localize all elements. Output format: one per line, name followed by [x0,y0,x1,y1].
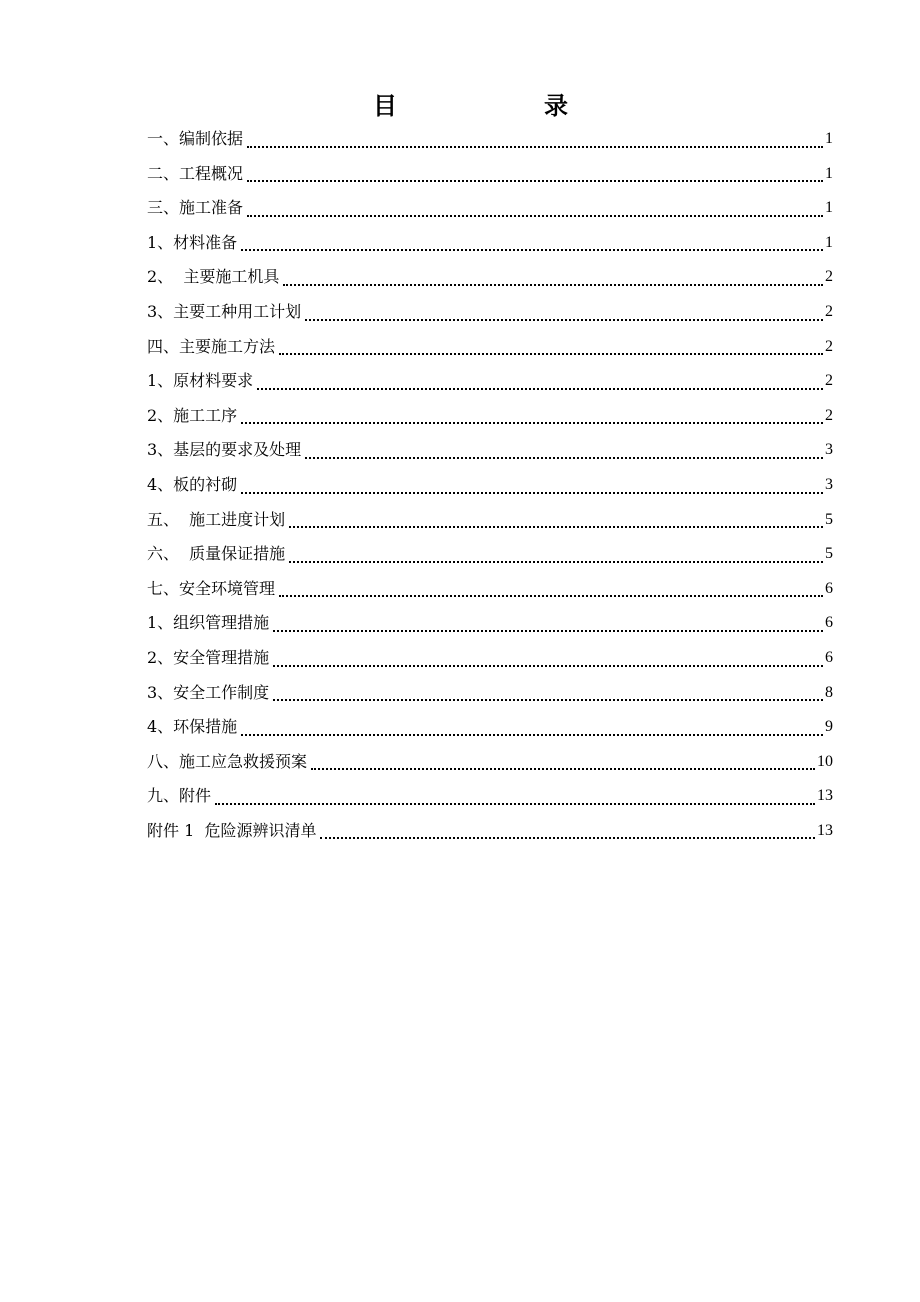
toc-dot-leader [283,283,823,286]
toc-entry[interactable] [147,433,833,468]
toc-entry[interactable] [147,572,833,607]
toc-entry[interactable] [147,295,833,330]
toc-entry[interactable] [147,399,833,434]
toc-entry-page-number: 3 [825,475,833,493]
toc-dot-leader [247,145,823,148]
toc-dot-leader [320,836,815,839]
toc-entry-label: 4、环保措施 [147,717,238,737]
toc-entry-label: 九、附件 [147,786,212,806]
toc-entry[interactable] [147,260,833,295]
toc-entry-page-number: 1 [825,233,833,251]
toc-entry-page-number: 10 [817,752,833,770]
toc-entry-label: 3、安全工作制度 [147,682,270,702]
toc-dot-leader [215,802,815,805]
toc-dot-leader [305,456,823,459]
toc-dot-leader [279,594,823,597]
toc-dot-leader [247,214,823,217]
toc-entry-label: 4、板的衬砌 [147,474,238,494]
toc-entry-page-number: 6 [825,579,833,597]
toc-entry[interactable] [147,676,833,711]
toc-entry[interactable] [147,468,833,503]
toc-entry-label: 2、施工工序 [147,405,238,425]
toc-entry-page-number: 8 [825,683,833,701]
toc-dot-leader [289,525,823,528]
toc-entry-page-number: 2 [825,406,833,424]
toc-dot-leader [305,318,823,321]
toc-entry-label: 七、安全环境管理 [147,578,276,598]
toc-entry[interactable] [147,745,833,780]
toc-entry[interactable] [147,814,833,849]
toc-entry-page-number: 6 [825,614,833,632]
toc-dot-leader [289,560,823,563]
toc-dot-leader [273,664,823,667]
toc-entry[interactable] [147,226,833,261]
toc-dot-leader [273,629,823,632]
toc-entry-label: 六、 质量保证措施 [147,544,286,564]
toc-entry-label: 三、施工准备 [147,198,244,218]
toc-entry-label: 二、工程概况 [147,163,244,183]
toc-entry[interactable] [147,330,833,365]
toc-entry-page-number: 2 [825,302,833,320]
toc-dot-leader [311,767,815,770]
toc-title-part1: 目 [373,92,397,120]
toc-dot-leader [241,491,823,494]
toc-dot-leader [279,352,823,355]
toc-entry-label: 2、安全管理措施 [147,647,270,667]
toc-entry-page-number: 5 [825,545,833,563]
toc-entry-label: 四、主要施工方法 [147,336,276,356]
toc-entry-label: 1、组织管理措施 [147,613,270,633]
toc-entry-page-number: 2 [825,372,833,390]
toc-dot-leader [273,698,823,701]
toc-dot-leader [241,248,823,251]
toc-entry-label: 1、材料准备 [147,232,238,252]
toc-entry[interactable] [147,191,833,226]
toc-entry-page-number: 5 [825,510,833,528]
toc-title-part2: 录 [544,92,568,120]
toc-entry-label: 附件 1 危险源辨识清单 [147,820,317,840]
toc-entry-label: 3、主要工种用工计划 [147,301,302,321]
toc-entry[interactable] [147,503,833,538]
toc-entry-label: 八、施工应急救援预案 [147,751,308,771]
toc-dot-leader [257,387,823,390]
toc-entry[interactable] [147,537,833,572]
toc-entry-page-number: 6 [825,648,833,666]
toc-entry-page-number: 9 [825,718,833,736]
toc-dot-leader [247,179,823,182]
toc-entry[interactable] [147,606,833,641]
toc-entry-label: 五、 施工进度计划 [147,509,286,529]
toc-title [0,86,920,126]
toc-entry-label: 3、基层的要求及处理 [147,440,302,460]
toc-entry-label: 一、编制依据 [147,129,244,148]
toc-dot-leader [241,421,823,424]
toc-dot-leader [241,733,823,736]
toc-entry-page-number: 1 [825,164,833,182]
toc-entry[interactable] [147,364,833,399]
toc-entry-page-number: 1 [825,199,833,217]
toc-entry-page-number: 13 [817,787,833,805]
toc-entry-page-number: 2 [825,337,833,355]
toc-entry[interactable] [147,157,833,192]
toc-entry-label: 1、原材料要求 [147,371,254,391]
toc-entry-page-number: 13 [817,821,833,839]
toc-entry-page-number: 3 [825,441,833,459]
toc-entry[interactable] [147,641,833,676]
toc-entry[interactable] [147,779,833,814]
toc-entry-label: 2、 主要施工机具 [147,267,280,287]
toc-entry[interactable] [147,710,833,745]
toc-list [147,122,833,848]
toc-entry-page-number: 2 [825,268,833,286]
toc-entry-page-number: 1 [825,130,833,147]
toc-entry[interactable] [147,122,833,157]
